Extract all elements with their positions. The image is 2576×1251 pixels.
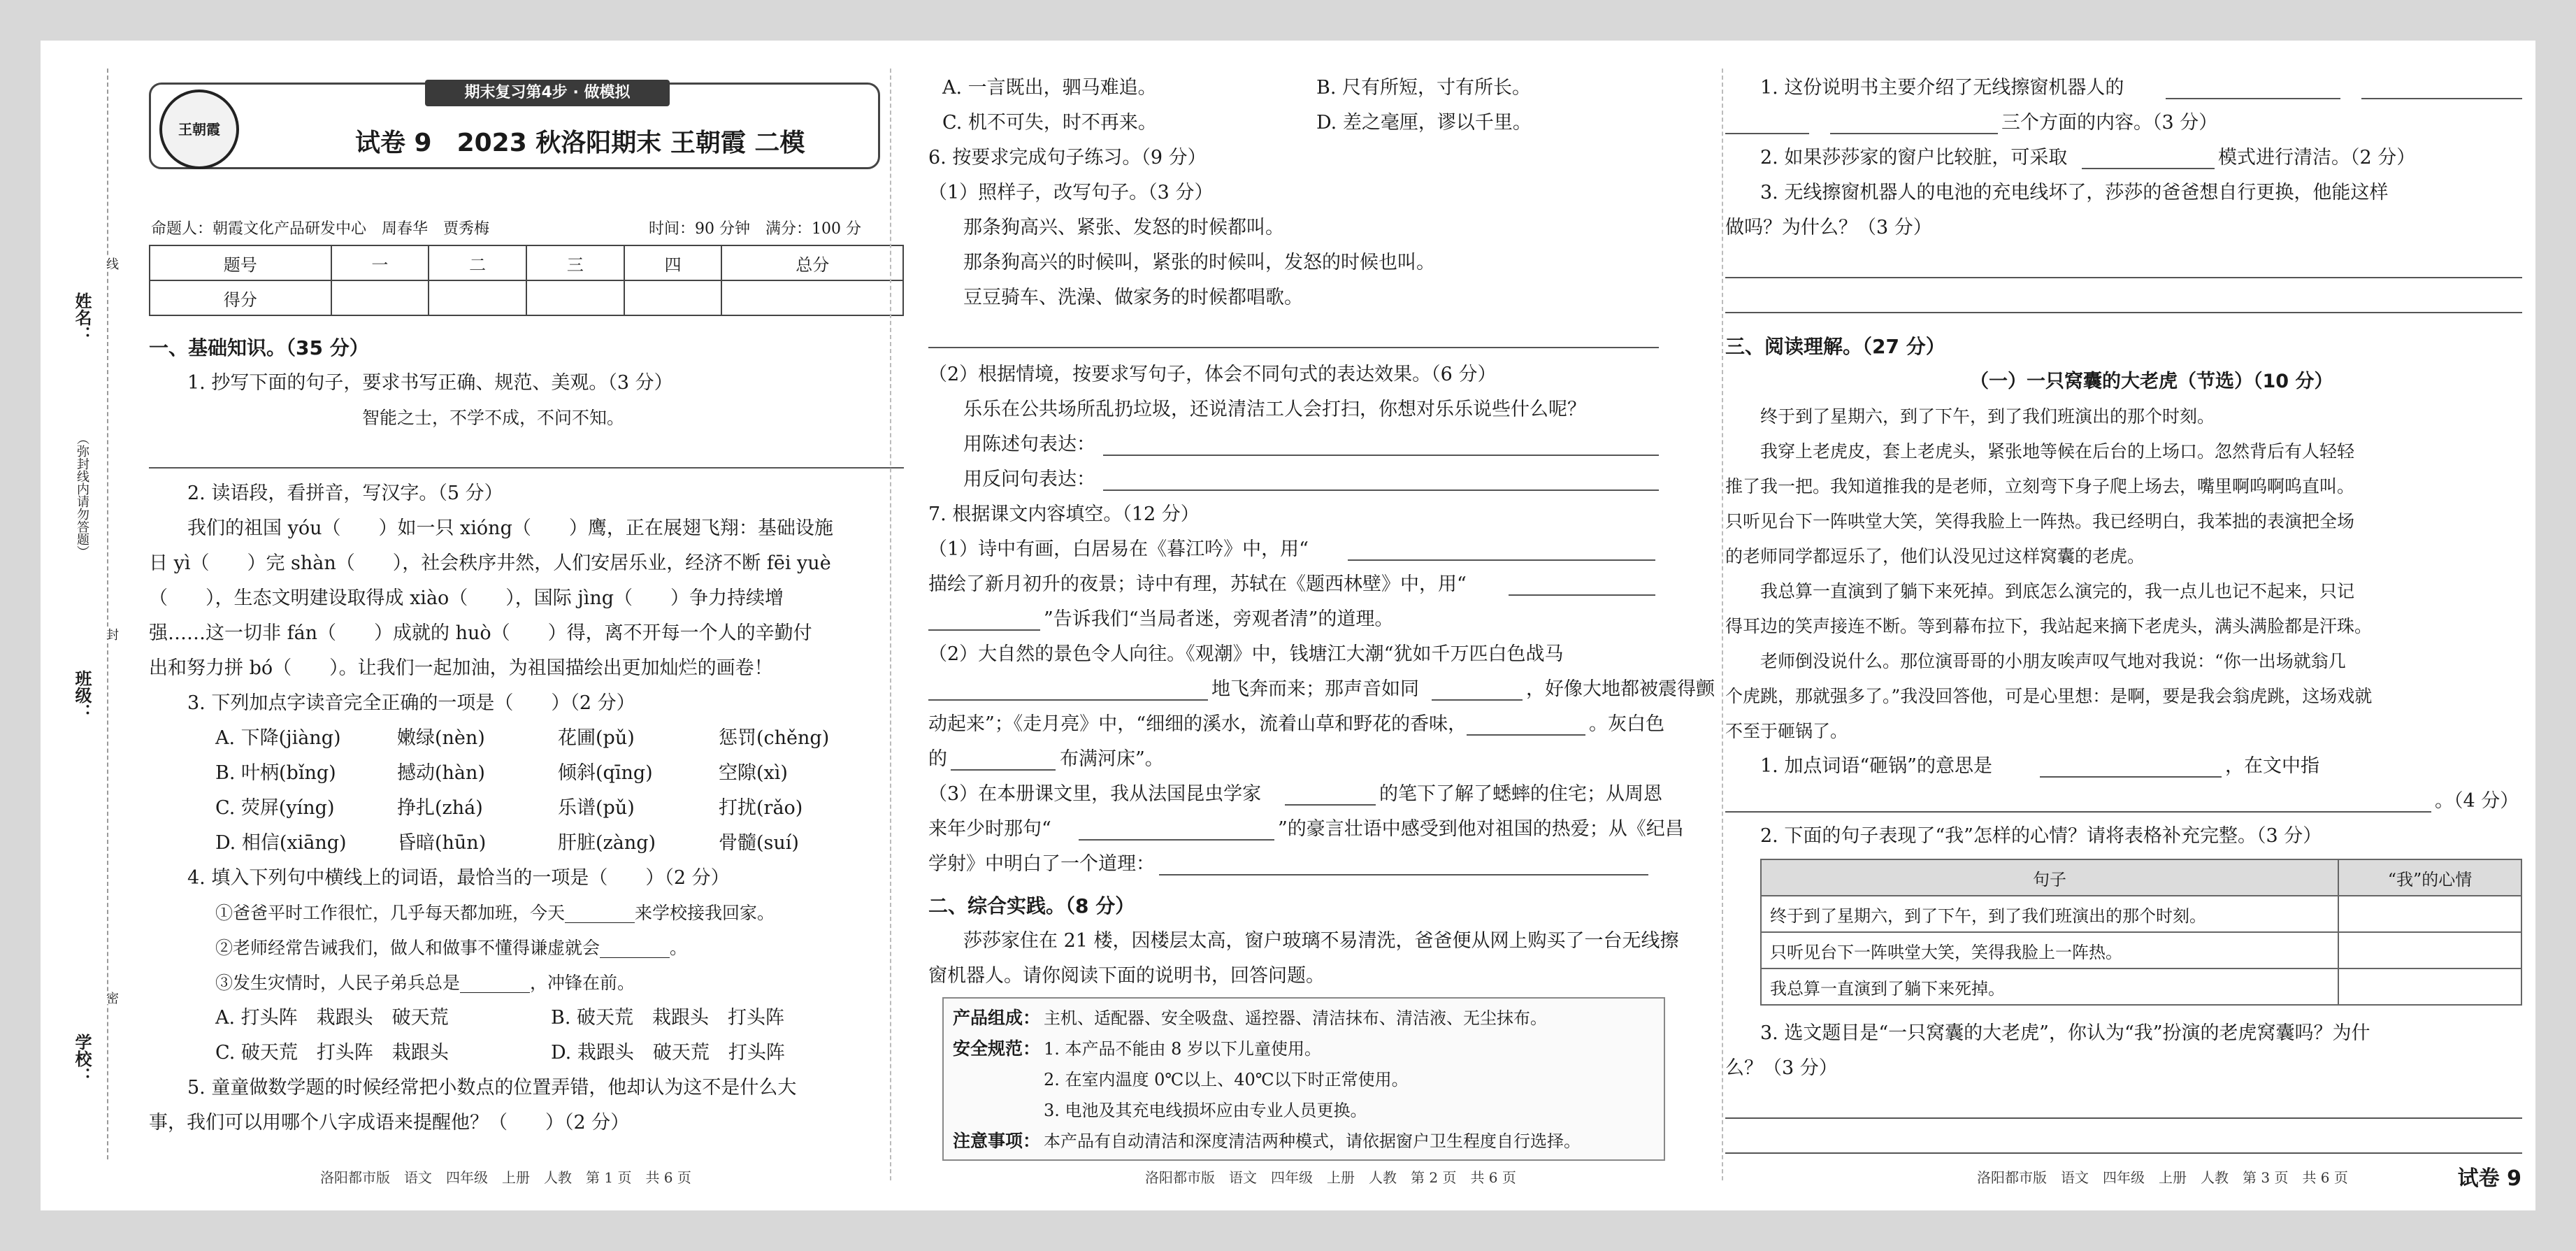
mood-table-answer[interactable] (2338, 968, 2521, 1005)
s2-q3-answer-line-1[interactable] (1725, 277, 2522, 278)
r-q2: 2. 下面的句子表现了“我”怎样的心情？请将表格补充完整。（3 分） (1760, 825, 2322, 847)
q5: 5. 童童做数学题的时候经常把小数点的位置弄错，他却认为这不是什么大 (187, 1077, 797, 1099)
q5-opt-b[interactable]: B. 尺有所短，寸有所长。 (1316, 77, 1532, 99)
s2-q1-blank-4[interactable] (1830, 133, 1998, 134)
q7-2-d: 的 (928, 748, 947, 770)
q3-opt-c-4: 打扰(rǎo) (719, 797, 803, 819)
score-header: 三 (526, 245, 624, 280)
q4-opt-b[interactable]: B. 破天荒 栽跟头 打头阵 (551, 1007, 785, 1029)
mood-table-sentence: 只听见台下一阵哄堂大笑，笑得我脸上一阵热。 (1761, 932, 2338, 968)
section-3-heading: 三、阅读理解。（27 分） (1725, 335, 1945, 358)
seal-mark-3: 密 (102, 992, 120, 1004)
q3-opt-c-3: 乐谱(pǔ) (558, 797, 635, 819)
q3-opt-a-2: 嫩绿(nèn) (397, 727, 485, 749)
authors: 命题人：朝霞文化产品研发中心 周春华 贾秀梅 (151, 220, 490, 238)
info-safety-label: 安全规范： (953, 1038, 1041, 1059)
section-2-intro-1: 莎莎家住在 21 楼，因楼层太高，窗户玻璃不易清洗，爸爸便从网上购买了一台无线擦 (963, 930, 1679, 952)
q3-opt-c[interactable]: C. 荧屏(yíng) (215, 797, 335, 819)
q4-opt-a[interactable]: A. 打头阵 栽跟头 破天荒 (215, 1007, 449, 1029)
q6-2-rhetorical-line[interactable] (1103, 489, 1659, 491)
school-label: 学校： (72, 1034, 92, 1084)
seal-mark-2: 封 (102, 628, 120, 641)
q7-2-d2: 布满河床”。 (1060, 748, 1164, 770)
q7-3-a2: 的笔下了解了蟋蟀的住宅；从周恩 (1379, 783, 1662, 805)
q3-opt-d-3: 肝脏(zàng) (558, 832, 656, 854)
q6-1-prompt: 豆豆骑车、洗澡、做家务的时候都唱歌。 (963, 287, 1303, 308)
section-2-heading: 二、综合实践。（8 分） (928, 894, 1135, 917)
score-header: 一 (331, 245, 429, 280)
mood-table-sentence: 我总算一直演到了躺下来死掉。 (1761, 968, 2338, 1005)
q5-opt-d[interactable]: D. 差之毫厘，谬以千里。 (1316, 112, 1532, 134)
q6-1: （1）照样子，改写句子。（3 分） (928, 182, 1214, 203)
q2: 2. 读语段，看拼音，写汉字。（5 分） (187, 482, 503, 504)
exam-sheet (41, 41, 2535, 1210)
s2-q3-answer-line-2[interactable] (1725, 312, 2522, 313)
mood-table (1760, 859, 2522, 1006)
r-q1-c: 。（4 分） (2435, 790, 2519, 812)
q7-3-a: （3）在本册课文里，我从法国昆虫学家 (928, 783, 1262, 805)
info-components: 主机、适配器、安全吸盘、遥控器、清洁抹布、清洁液、无尘抹布。 (1044, 1008, 1547, 1028)
q7-1-b: 描绘了新月初升的夜景；诗中有理，苏轼在《题西林壁》中，用“ (928, 573, 1467, 595)
s2-q2-b: 模式进行清洁。（2 分） (2218, 147, 2416, 169)
seal-note: （弥封线内请勿答题） (75, 432, 89, 558)
s2-q3-a: 3. 无线擦窗机器人的电池的充电线坏了，莎莎的爸爸想自行更换，他能这样 (1760, 182, 2389, 203)
info-safety-3: 3. 电池及其充电线损坏应由专业人员更换。 (1044, 1101, 1367, 1120)
q1: 1. 抄写下面的句子，要求书写正确、规范、美观。（3 分） (187, 372, 673, 394)
q7-2-b2: ，好像大地都被震得颤 (1526, 678, 1715, 700)
passage-line: 只听见台下一阵哄堂大笑，笑得我脸上一阵热。我已经明白，我苯拙的表演把全场 (1725, 511, 2355, 531)
score-table (149, 245, 904, 316)
page-footer-3: 洛阳都市版 语文 四年级 上册 人教 第 3 页 共 6 页 (1977, 1169, 2348, 1186)
q7-2-blank-1[interactable] (928, 699, 1208, 701)
info-components-label: 产品组成： (953, 1008, 1041, 1028)
s2-q1-b: 三个方面的内容。（3 分） (2001, 112, 2218, 134)
score-cell[interactable] (331, 280, 429, 315)
info-notes-label: 注意事项： (953, 1131, 1041, 1151)
passage-line: 我总算一直演到了躺下来死掉。到底怎么演完的，我一点儿也记不起来，只记 (1760, 581, 2355, 601)
time-score: 时间：90 分钟 满分：100 分 (649, 220, 861, 238)
score-cell[interactable] (429, 280, 526, 315)
q7-2-c: 动起来”；《走月亮》中，“细细的溪水，流着山草和野花的香味， (928, 713, 1467, 735)
q6-2: （2）根据情境，按要求写句子，体会不同句式的表达效果。（6 分） (928, 364, 1497, 385)
q2-line-4: 强……这一切非 fán（ ）成就的 huò（ ）得，离不开每一个人的辛勤付 (149, 622, 812, 644)
column-1 (41, 41, 872, 1210)
q5-opt-c[interactable]: C. 机不可失，时不再来。 (942, 112, 1157, 134)
mood-table-header: 句子 (1761, 859, 2338, 896)
q6: 6. 按要求完成句子练习。（9 分） (928, 147, 1207, 169)
mood-table-header: “我”的心情 (2338, 859, 2521, 896)
passage-line: 个虎跳，那就强多了。”我没回答他，可是心里想：是啊，要是我会翁虎跳，这场戏就 (1725, 686, 2373, 706)
q4-opt-c[interactable]: C. 破天荒 打头阵 栽跟头 (215, 1042, 449, 1064)
s2-q2-blank[interactable] (2082, 168, 2215, 169)
s2-q1-a: 1. 这份说明书主要介绍了无线擦窗机器人的 (1760, 77, 2124, 99)
q5-continued: 事，我们可以用哪个八字成语来提醒他？（ ）（2 分） (149, 1112, 630, 1134)
q3-opt-d-4: 骨髓(suí) (719, 832, 799, 854)
column-2 (872, 41, 1715, 1210)
q7-3-b: 来年少时那句“ (928, 818, 1051, 840)
section-2-intro-2: 窗机器人。请你阅读下面的说明书，回答问题。 (928, 965, 1325, 987)
q4-sentence-3: ③发生灾情时，人民子弟兵总是________，冲锋在前。 (215, 973, 635, 993)
q3-opt-b-4: 空隙(xì) (719, 762, 788, 784)
score-header: 二 (429, 245, 526, 280)
score-header: 四 (624, 245, 722, 280)
q7-2-b: 地飞奔而来；那声音如同 (1211, 678, 1419, 700)
info-safety-1: 1. 本产品不能由 8 岁以下儿童使用。 (1044, 1039, 1322, 1059)
q7-1-c: ”告诉我们“当局者迷，旁观者清”的道理。 (1044, 608, 1394, 630)
passage-line: 老师倒没说什么。那位演哥哥的小朋友唉声叹气地对我说：“你一出场就翁几 (1760, 651, 2346, 671)
passage-line: 我穿上老虎皮，套上老虎头，紧张地等候在后台的上场口。忽然背后有人轻轻 (1760, 441, 2355, 462)
r-q3-a: 3. 选文题目是“一只窝囊的大老虎”，你认为“我”扮演的老虎窝囊吗？为什 (1760, 1022, 2370, 1044)
score-cell[interactable] (624, 280, 722, 315)
q7-3-c: 学射》中明白了一个道理： (928, 853, 1155, 875)
name-label: 姓名： (72, 292, 92, 343)
score-cell[interactable] (526, 280, 624, 315)
q5-opt-a[interactable]: A. 一言既出，驷马难追。 (942, 77, 1157, 99)
q1-answer-line[interactable] (149, 467, 904, 469)
q3-opt-d[interactable]: D. 相信(xiāng) (215, 832, 347, 854)
mood-table-sentence: 终于到了星期六，到了下午，到了我们班演出的那个时刻。 (1761, 896, 2338, 932)
q3-opt-a-4: 惩罚(chěng) (719, 727, 830, 749)
q4-opt-d[interactable]: D. 栽跟头 破天荒 打头阵 (551, 1042, 785, 1064)
q6-1-answer-line[interactable] (928, 347, 1659, 348)
mood-table-answer[interactable] (2338, 896, 2521, 932)
q7-3-blank-2[interactable] (1079, 839, 1274, 841)
q2-line-5: 出和努力拼 bó（ ）。让我们一起加油，为祖国描绘出更加灿烂的画卷！ (149, 657, 773, 679)
section-1-heading: 一、基础知识。（35 分） (149, 336, 369, 359)
passage-line: 终于到了星期六，到了下午，到了我们班演出的那个时刻。 (1760, 406, 2215, 427)
q6-1-example-a: 那条狗高兴、紧张、发怒的时候都叫。 (963, 217, 1284, 238)
q7-2-blank-3[interactable] (1467, 734, 1585, 736)
q6-2-rhetorical: 用反问句表达： (963, 469, 1095, 490)
s2-q2-a: 2. 如果莎莎家的窗户比较脏，可采取 (1760, 147, 2068, 169)
s2-q1-blank-1[interactable] (2166, 98, 2340, 99)
info-safety-2: 2. 在室内温度 0℃以上、40℃以下时正常使用。 (1044, 1070, 1409, 1089)
info-notes: 本产品有自动清洁和深度清洁两种模式，请依据窗户卫生程度自行选择。 (1044, 1131, 1581, 1151)
exam-title: 试卷 9 2023 秋洛阳期末 王朝霞 二模 (355, 129, 805, 157)
q7-2-a: （2）大自然的景色令人向往。《观潮》中，钱塘江大潮“犹如千万匹白色战马 (928, 643, 1564, 665)
q4-sentence-1: ①爸爸平时工作很忙，几乎每天都加班，今天________来学校接我回家。 (215, 903, 775, 923)
q7: 7. 根据课文内容填空。（12 分） (928, 503, 1200, 525)
passage-line: 推了我一把。我知道推我的是老师，立刻弯下身子爬上场去，嘴里啊呜啊呜直叫。 (1725, 476, 2355, 496)
page-footer-1: 洛阳都市版 语文 四年级 上册 人教 第 1 页 共 6 页 (320, 1169, 691, 1186)
q7-3-blank-1[interactable] (1285, 804, 1376, 806)
passage-line: 不至于砸锅了。 (1725, 721, 1848, 741)
q6-1-example-b: 那条狗高兴的时候叫，紧张的时候叫，发怒的时候也叫。 (963, 252, 1435, 273)
score-header: 题号 (150, 245, 331, 280)
q6-2-declarative-line[interactable] (1103, 455, 1659, 456)
q2-line-2: 日 yì（ ）完 shàn（ ），社会秩序井然，人们安居乐业，经济不断 fēi yuè (149, 552, 831, 574)
q7-3-blank-3[interactable] (1159, 874, 1648, 875)
q3-opt-b-3: 倾斜(qīng) (558, 762, 653, 784)
q3-opt-b-2: 撼动(hàn) (397, 762, 485, 784)
mood-table-answer[interactable] (2338, 932, 2521, 968)
q3-opt-c-2: 挣扎(zhá) (397, 797, 483, 819)
q6-2-context: 乐乐在公共场所乱扔垃圾，还说清洁工人会打扫，你想对乐乐说些什么呢？ (963, 399, 1586, 420)
q7-1-blank-3[interactable] (928, 629, 1040, 631)
passage-line: 的老师同学都逗乐了，他们认没见过这样窝囊的老虎。 (1725, 546, 2145, 566)
passage-line: 得耳边的笑声接连不断。等到幕布拉下，我站起来摘下老虎头，满头满脸都是汗珠。 (1725, 616, 2373, 636)
r-q3-answer-line-1[interactable] (1725, 1117, 2522, 1119)
s2-q1-blank-3[interactable] (1725, 133, 1809, 134)
brand-logo: 王朝霞 (159, 90, 239, 169)
step-tag: 期末复习第4步 · 做模拟 (425, 80, 670, 106)
r-q1-blank-2[interactable] (1725, 811, 2431, 813)
q7-2-blank-2[interactable] (1432, 699, 1523, 701)
page-footer-2: 洛阳都市版 语文 四年级 上册 人教 第 2 页 共 6 页 (1145, 1169, 1516, 1186)
r-q3-b: 么？（3 分） (1725, 1057, 1838, 1079)
q7-3-b2: ”的豪言壮语中感受到他对祖国的热爱；从《纪昌 (1278, 818, 1684, 840)
passage-title: （一）一只窝囊的大老虎（节选）（10 分） (1970, 371, 2333, 392)
q3: 3. 下列加点字读音完全正确的一项是（ ）（2 分） (187, 692, 635, 714)
q7-2-c2: 。灰白色 (1589, 713, 1664, 735)
s2-q1-blank-2[interactable] (2361, 98, 2522, 99)
r-q3-answer-line-2[interactable] (1725, 1152, 2522, 1154)
q7-2-blank-4[interactable] (951, 769, 1056, 771)
column-3 (1704, 41, 2535, 1210)
r-q1-a: 1. 加点词语“砸锅”的意思是 (1760, 755, 1992, 777)
score-header: 总分 (721, 245, 903, 280)
q2-line-1: 我们的祖国 yóu（ ）如一只 xióng（ ）鹰，正在展翅飞翔：基础设施 (187, 517, 833, 539)
class-label: 班级： (72, 670, 92, 720)
q6-2-declarative: 用陈述句表达： (963, 434, 1095, 455)
q2-line-3: （ ），生态文明建设取得成 xiào（ ），国际 jìng（ ）争力持续增 (149, 587, 784, 609)
q3-opt-a[interactable]: A. 下降(jiàng) (215, 727, 341, 749)
page-label: 试卷 9 (2457, 1166, 2521, 1191)
q4-sentence-2: ②老师经常告诫我们，做人和做事不懂得谦虚就会________。 (215, 938, 688, 958)
q4: 4. 填入下列句中横线上的词语，最恰当的一项是（ ）（2 分） (187, 867, 730, 889)
score-row-label: 得分 (150, 280, 331, 315)
q7-1-blank-1[interactable] (1348, 559, 1655, 561)
seal-mark-1: 线 (102, 257, 120, 270)
s2-q3-b: 做吗？为什么？（3 分） (1725, 217, 1932, 238)
q7-1-blank-2[interactable] (1509, 594, 1655, 596)
r-q1-blank-1[interactable] (2040, 776, 2222, 778)
r-q1-b: ，在文中指 (2225, 755, 2319, 777)
q7-1-a: （1）诗中有画，白居易在《暮江吟》中，用“ (928, 538, 1309, 560)
q3-opt-b[interactable]: B. 叶柄(bǐng) (215, 762, 336, 784)
q3-opt-d-2: 昏暗(hūn) (397, 832, 487, 854)
q1-sentence: 智能之士，不学不成，不问不知。 (362, 408, 625, 428)
q3-opt-a-3: 花圃(pǔ) (558, 727, 635, 749)
